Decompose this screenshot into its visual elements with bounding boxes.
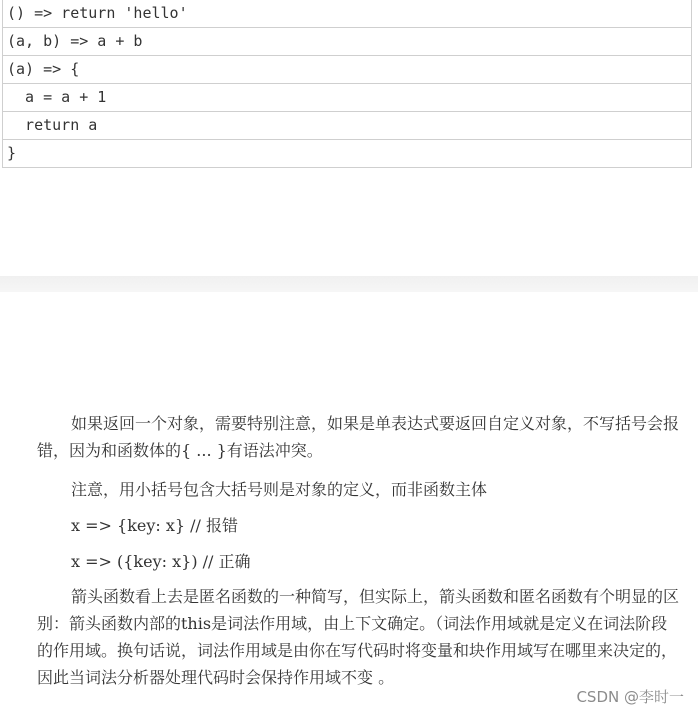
csdn-watermark: CSDN @李时一 [576, 688, 684, 706]
code-row [3, 28, 692, 56]
section-divider [0, 276, 698, 292]
code-line: (a) => { [3, 56, 692, 84]
code-row [3, 112, 692, 140]
code-row [3, 84, 692, 112]
code-line: a = a + 1 [3, 84, 692, 112]
code-line: return a [3, 112, 692, 140]
code-row [3, 0, 692, 28]
code-row [3, 140, 692, 168]
code-table [2, 0, 692, 168]
code-line: } [3, 140, 692, 168]
code-row [3, 56, 692, 84]
article-body [37, 410, 681, 687]
code-line: (a, b) => a + b [3, 28, 692, 56]
code-line: () => return 'hello' [3, 0, 692, 28]
example-correct: x => ({key: x}) // 正确 [71, 552, 251, 571]
paragraph-object-return: 如果返回一个对象，需要特别注意，如果是单表达式要返回自定义对象，不写括号会报错，因为和函数体的{ ... }有语法冲突。 [37, 414, 680, 460]
example-error: x => {key: x} // 报错 [71, 516, 239, 535]
paragraph-note: 注意，用小括号包含大括号则是对象的定义，而非函数主体 [71, 480, 488, 499]
paragraph-arrow-vs-anonymous: 箭头函数看上去是匿名函数的一种简写，但实际上，箭头函数和匿名函数有个明显的区别：箭头函数内部的this是词法作用域，由上下文确定。（词法作用域就是定义在词法阶段的作用域。换句话说，词法作用域是由你在写代码时将变量和块作用域写在哪里来决定的，因此当词法分析器处理代码时会保持作用域不变 。 [37, 587, 680, 687]
